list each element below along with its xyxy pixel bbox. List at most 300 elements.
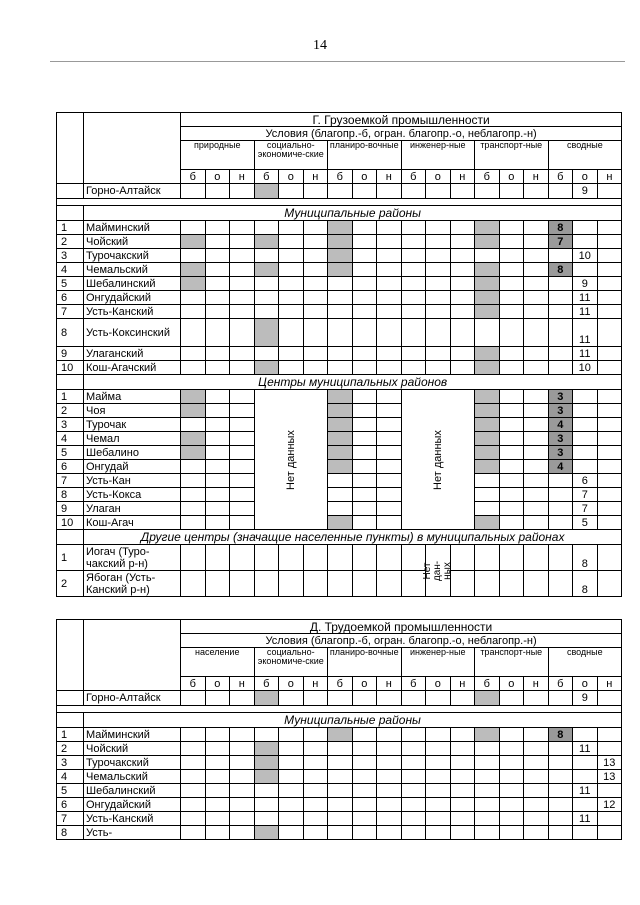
- summary-value: 3: [548, 390, 573, 404]
- table-cell: [205, 249, 230, 263]
- table-cell: [401, 235, 426, 249]
- table-cell: [377, 277, 402, 291]
- table-cell: [303, 691, 328, 706]
- group-header: инженер-ные: [401, 648, 475, 677]
- table-cell: [181, 474, 206, 488]
- table-cell: [279, 361, 304, 375]
- table-cell: [377, 404, 402, 418]
- letter-header: о: [499, 677, 524, 691]
- summary-value: 11: [573, 319, 598, 347]
- table-cell: [475, 516, 500, 530]
- summary-value: 13: [597, 756, 622, 770]
- table-cell: [499, 474, 524, 488]
- table-cell: [377, 812, 402, 826]
- row-number: 1: [57, 728, 84, 742]
- table-row: [57, 263, 622, 277]
- table-cell: [401, 249, 426, 263]
- table-cell: [597, 571, 622, 597]
- table-cell: [205, 432, 230, 446]
- table-cell: [328, 502, 353, 516]
- table-cell: [475, 770, 500, 784]
- table-cell: [328, 756, 353, 770]
- table-cell: [328, 361, 353, 375]
- spacer-row: [57, 199, 622, 206]
- table-cell: [499, 798, 524, 812]
- table-cell: [230, 305, 255, 319]
- table-cell: [181, 361, 206, 375]
- table-cell: [401, 277, 426, 291]
- table-cell: [450, 347, 475, 361]
- spacer-row: [57, 706, 622, 713]
- table-cell: [499, 691, 524, 706]
- table-cell: [181, 502, 206, 516]
- table-cell: [328, 291, 353, 305]
- table-cell: [450, 361, 475, 375]
- letter-header: о: [352, 677, 377, 691]
- table-cell: [205, 691, 230, 706]
- table-cell: [303, 347, 328, 361]
- table-cell: [303, 571, 328, 597]
- table-cell: [597, 728, 622, 742]
- table-cell: [377, 319, 402, 347]
- corner-num: [57, 620, 84, 691]
- table-cell: [352, 347, 377, 361]
- table-cell: [377, 347, 402, 361]
- table-cell: [426, 812, 451, 826]
- letter-header: б: [401, 170, 426, 184]
- row-number: 10: [57, 361, 84, 375]
- table-cell: [597, 291, 622, 305]
- table-cell: [597, 319, 622, 347]
- table-cell: [524, 390, 549, 404]
- table-cell: [450, 184, 475, 199]
- letter-header: н: [303, 677, 328, 691]
- row-number: 8: [57, 319, 84, 347]
- table-cell: [279, 691, 304, 706]
- table-cell: [524, 184, 549, 199]
- table-cell: [279, 184, 304, 199]
- table-cell: [401, 798, 426, 812]
- table-cell: [548, 784, 573, 798]
- row-number: 6: [57, 798, 84, 812]
- row-number: 3: [57, 249, 84, 263]
- table-cell: [328, 221, 353, 235]
- table-cell: [548, 305, 573, 319]
- table-cell: [573, 798, 598, 812]
- table-cell: [377, 390, 402, 404]
- table-cell: [303, 305, 328, 319]
- table-cell: [181, 263, 206, 277]
- table-cell: [230, 798, 255, 812]
- table-cell: [181, 460, 206, 474]
- letter-header: н: [303, 170, 328, 184]
- table-cell: [401, 691, 426, 706]
- table-cell: [524, 756, 549, 770]
- table-cell: [254, 347, 279, 361]
- table-cell: [328, 249, 353, 263]
- table-cell: [205, 756, 230, 770]
- summary-value: 7: [573, 488, 598, 502]
- summary-value: 4: [548, 418, 573, 432]
- table-cell: [303, 235, 328, 249]
- table-row: [57, 305, 622, 319]
- table-cell: [597, 432, 622, 446]
- letter-header: о: [426, 170, 451, 184]
- table-cell: [499, 263, 524, 277]
- table-cell: [597, 812, 622, 826]
- table-cell: [328, 390, 353, 404]
- table-cell: [499, 756, 524, 770]
- table-cell: [475, 263, 500, 277]
- row-number: 1: [57, 390, 84, 404]
- table-row: [57, 812, 622, 826]
- table-cell: [352, 404, 377, 418]
- group-header: сводные: [548, 141, 622, 170]
- table-cell: [475, 474, 500, 488]
- table-cell: [328, 784, 353, 798]
- table-cell: [352, 263, 377, 277]
- table-cell: [328, 277, 353, 291]
- summary-value: 12: [597, 798, 622, 812]
- summary-value: 8: [573, 571, 598, 597]
- table-cell: [205, 235, 230, 249]
- table-cell: [401, 770, 426, 784]
- table-cell: [181, 432, 206, 446]
- table-cell: [254, 728, 279, 742]
- table-cell: [475, 488, 500, 502]
- table-cell: [230, 502, 255, 516]
- table-cell: [426, 305, 451, 319]
- table-cell: [573, 235, 598, 249]
- row-name: Усть-: [84, 826, 181, 840]
- table-cell: [475, 571, 500, 597]
- row-name: Майминский: [84, 728, 181, 742]
- table-cell: [450, 319, 475, 347]
- table-cell: [205, 418, 230, 432]
- table-cell: [426, 361, 451, 375]
- table-cell: [377, 826, 402, 840]
- row-name: Чемальский: [84, 770, 181, 784]
- table-cell: [450, 263, 475, 277]
- row-number: 3: [57, 756, 84, 770]
- table-cell: [181, 277, 206, 291]
- table-cell: [499, 305, 524, 319]
- table-cell: [597, 474, 622, 488]
- row-name: Усть-Кокса: [84, 488, 181, 502]
- table-cell: [597, 488, 622, 502]
- summary-value: [573, 826, 598, 840]
- table-cell: [475, 460, 500, 474]
- table-row: [57, 502, 622, 516]
- table-cell: [475, 249, 500, 263]
- table-cell: [254, 263, 279, 277]
- table-cell: [450, 784, 475, 798]
- table-cell: [230, 347, 255, 361]
- table-cell: [524, 404, 549, 418]
- table-cell: [352, 361, 377, 375]
- table-cell: [524, 784, 549, 798]
- table-cell: [548, 249, 573, 263]
- table-cell: [303, 770, 328, 784]
- table-cell: [205, 812, 230, 826]
- letter-header: н: [450, 170, 475, 184]
- table-cell: [279, 770, 304, 784]
- row-name: Улаганский: [84, 347, 181, 361]
- table-cell: [279, 784, 304, 798]
- table-cell: [450, 770, 475, 784]
- table-cell: [401, 305, 426, 319]
- table-cell: [377, 418, 402, 432]
- table-cell: [475, 784, 500, 798]
- table-cell: [181, 571, 206, 597]
- row-number: 7: [57, 812, 84, 826]
- table-cell: [254, 361, 279, 375]
- group-header: планиро-вочные: [328, 141, 402, 170]
- row-number: [57, 184, 84, 199]
- table-row: [57, 184, 622, 199]
- table-cell: [597, 249, 622, 263]
- table-cell: [475, 235, 500, 249]
- table-cell: [377, 756, 402, 770]
- letter-header: о: [205, 170, 230, 184]
- table-cell: [279, 221, 304, 235]
- table-cell: [352, 235, 377, 249]
- summary-value: 11: [573, 784, 598, 798]
- table-cell: [352, 812, 377, 826]
- row-name: Горно-Алтайск: [84, 184, 181, 199]
- row-number: 1: [57, 545, 84, 571]
- table-cell: [352, 756, 377, 770]
- table-cell: [303, 249, 328, 263]
- table-cell: [475, 691, 500, 706]
- table-cell: [524, 728, 549, 742]
- table-row: [57, 235, 622, 249]
- summary-value: 9: [573, 277, 598, 291]
- summary-value: 11: [573, 812, 598, 826]
- table-cell: [205, 361, 230, 375]
- table-cell: [303, 826, 328, 840]
- table-cell: [377, 361, 402, 375]
- table-cell: [426, 184, 451, 199]
- group-header: природные: [181, 141, 255, 170]
- table-cell: [181, 390, 206, 404]
- table-cell: [205, 784, 230, 798]
- row-name: Онгудайский: [84, 798, 181, 812]
- table-cell: [524, 826, 549, 840]
- table-cell: [279, 235, 304, 249]
- table-cell: [475, 728, 500, 742]
- table-cell: [328, 184, 353, 199]
- table-cell: [524, 488, 549, 502]
- table-cell: [181, 249, 206, 263]
- row-number: 2: [57, 571, 84, 597]
- table-cell: [499, 460, 524, 474]
- row-name: Онгудайский: [84, 291, 181, 305]
- summary-value: 11: [573, 305, 598, 319]
- table-cell: [352, 826, 377, 840]
- table-cell: [181, 742, 206, 756]
- table-cell: [254, 277, 279, 291]
- table-cell: [524, 235, 549, 249]
- table-cell: [377, 516, 402, 530]
- table-cell: [230, 826, 255, 840]
- table-cell: [205, 545, 230, 571]
- table-cell: [303, 756, 328, 770]
- table-row: [57, 291, 622, 305]
- table-cell: [328, 742, 353, 756]
- table-cell: [328, 571, 353, 597]
- table-cell: [475, 826, 500, 840]
- table-cell: [475, 446, 500, 460]
- row-number: 4: [57, 432, 84, 446]
- corner-name: [84, 113, 181, 184]
- table-cell: [524, 502, 549, 516]
- table-cell: [328, 263, 353, 277]
- summary-value: 8: [548, 263, 573, 277]
- row-number: 4: [57, 263, 84, 277]
- row-name: Турочак: [84, 418, 181, 432]
- table-cell: [205, 291, 230, 305]
- table-cell: [597, 347, 622, 361]
- table-cell: [426, 742, 451, 756]
- group-header: инженер-ные: [401, 141, 475, 170]
- summary-value: 10: [573, 249, 598, 263]
- row-name: Чойский: [84, 742, 181, 756]
- table-cell: [230, 728, 255, 742]
- row-number: 6: [57, 460, 84, 474]
- table-cell: [181, 184, 206, 199]
- table-cell: [548, 826, 573, 840]
- table-cell: [524, 812, 549, 826]
- row-name: Шебалинский: [84, 784, 181, 798]
- row-name: Усть-Канский: [84, 305, 181, 319]
- table-cell: [181, 291, 206, 305]
- table-cell: [377, 545, 402, 571]
- table-cell: [499, 742, 524, 756]
- table-cell: [524, 319, 549, 347]
- table-cell: [352, 460, 377, 474]
- row-name: Шебалино: [84, 446, 181, 460]
- table-row: [57, 784, 622, 798]
- table-cell: [597, 184, 622, 199]
- row-name: Кош-Агачский: [84, 361, 181, 375]
- table-cell: [352, 784, 377, 798]
- table-cell: [475, 742, 500, 756]
- table-cell: [303, 798, 328, 812]
- group-header: планиро-вочные: [328, 648, 402, 677]
- letter-header: о: [426, 677, 451, 691]
- table-cell: [205, 404, 230, 418]
- table-cell: [524, 291, 549, 305]
- table-cell: [181, 756, 206, 770]
- table-row: [57, 756, 622, 770]
- table-cell: [597, 446, 622, 460]
- letter-header: б: [181, 170, 206, 184]
- table-row: [57, 826, 622, 840]
- table-cell: [475, 404, 500, 418]
- table-cell: [181, 488, 206, 502]
- table-cell: [548, 770, 573, 784]
- table-cell: [254, 784, 279, 798]
- table-cell: [377, 235, 402, 249]
- row-name: Усть-Канский: [84, 812, 181, 826]
- group-header: социально-экономиче-ские: [254, 141, 328, 170]
- table-cell: [475, 305, 500, 319]
- table-cell: [597, 502, 622, 516]
- table-cell: [401, 184, 426, 199]
- table-cell: [279, 756, 304, 770]
- table-cell: [548, 347, 573, 361]
- summary-value: 3: [548, 446, 573, 460]
- table-cell: [328, 812, 353, 826]
- table-cell: [401, 291, 426, 305]
- summary-value: 11: [573, 291, 598, 305]
- table-cell: [205, 221, 230, 235]
- table-cell: [230, 249, 255, 263]
- table-cell: [475, 361, 500, 375]
- table-cell: [499, 446, 524, 460]
- table-cell: [401, 756, 426, 770]
- table-row: [57, 798, 622, 812]
- table-cell: [205, 728, 230, 742]
- table-title: Д. Трудоемкой промышленности: [181, 620, 622, 634]
- table-cell: [597, 404, 622, 418]
- table-cell: [597, 221, 622, 235]
- table-cell: [573, 263, 598, 277]
- table-cell: [401, 784, 426, 798]
- table-cell: [401, 347, 426, 361]
- table-cell: [377, 502, 402, 516]
- letter-header: н: [597, 170, 622, 184]
- table-row: [57, 432, 622, 446]
- no-data-label: Нет данных: [431, 429, 444, 490]
- row-number: 6: [57, 291, 84, 305]
- table-cell: [328, 418, 353, 432]
- table-cell: [377, 798, 402, 812]
- table-cell: [352, 319, 377, 347]
- table-cell: [499, 770, 524, 784]
- table-cell: [597, 784, 622, 798]
- summary-value: 10: [573, 361, 598, 375]
- row-number: 2: [57, 235, 84, 249]
- table-cell: [377, 742, 402, 756]
- table-cell: [401, 826, 426, 840]
- table-cell: [548, 545, 573, 571]
- table-cell: [548, 319, 573, 347]
- table-cell: [524, 432, 549, 446]
- table-cell: [254, 221, 279, 235]
- table-cell: [450, 728, 475, 742]
- row-name: Турочакский: [84, 756, 181, 770]
- table-cell: [279, 728, 304, 742]
- table-cell: [475, 502, 500, 516]
- table-cell: [450, 545, 475, 571]
- table-cell: [352, 249, 377, 263]
- row-number: 3: [57, 418, 84, 432]
- table-cell: [254, 545, 279, 571]
- row-name: Турочакский: [84, 249, 181, 263]
- table-cell: [597, 742, 622, 756]
- header-rule: [50, 61, 625, 62]
- table-cell: [597, 361, 622, 375]
- table-cell: [426, 249, 451, 263]
- table-cell: [548, 756, 573, 770]
- row-number: 8: [57, 488, 84, 502]
- table-cell: [230, 221, 255, 235]
- table-cell: [377, 770, 402, 784]
- table-cell: [254, 319, 279, 347]
- table-cell: [205, 277, 230, 291]
